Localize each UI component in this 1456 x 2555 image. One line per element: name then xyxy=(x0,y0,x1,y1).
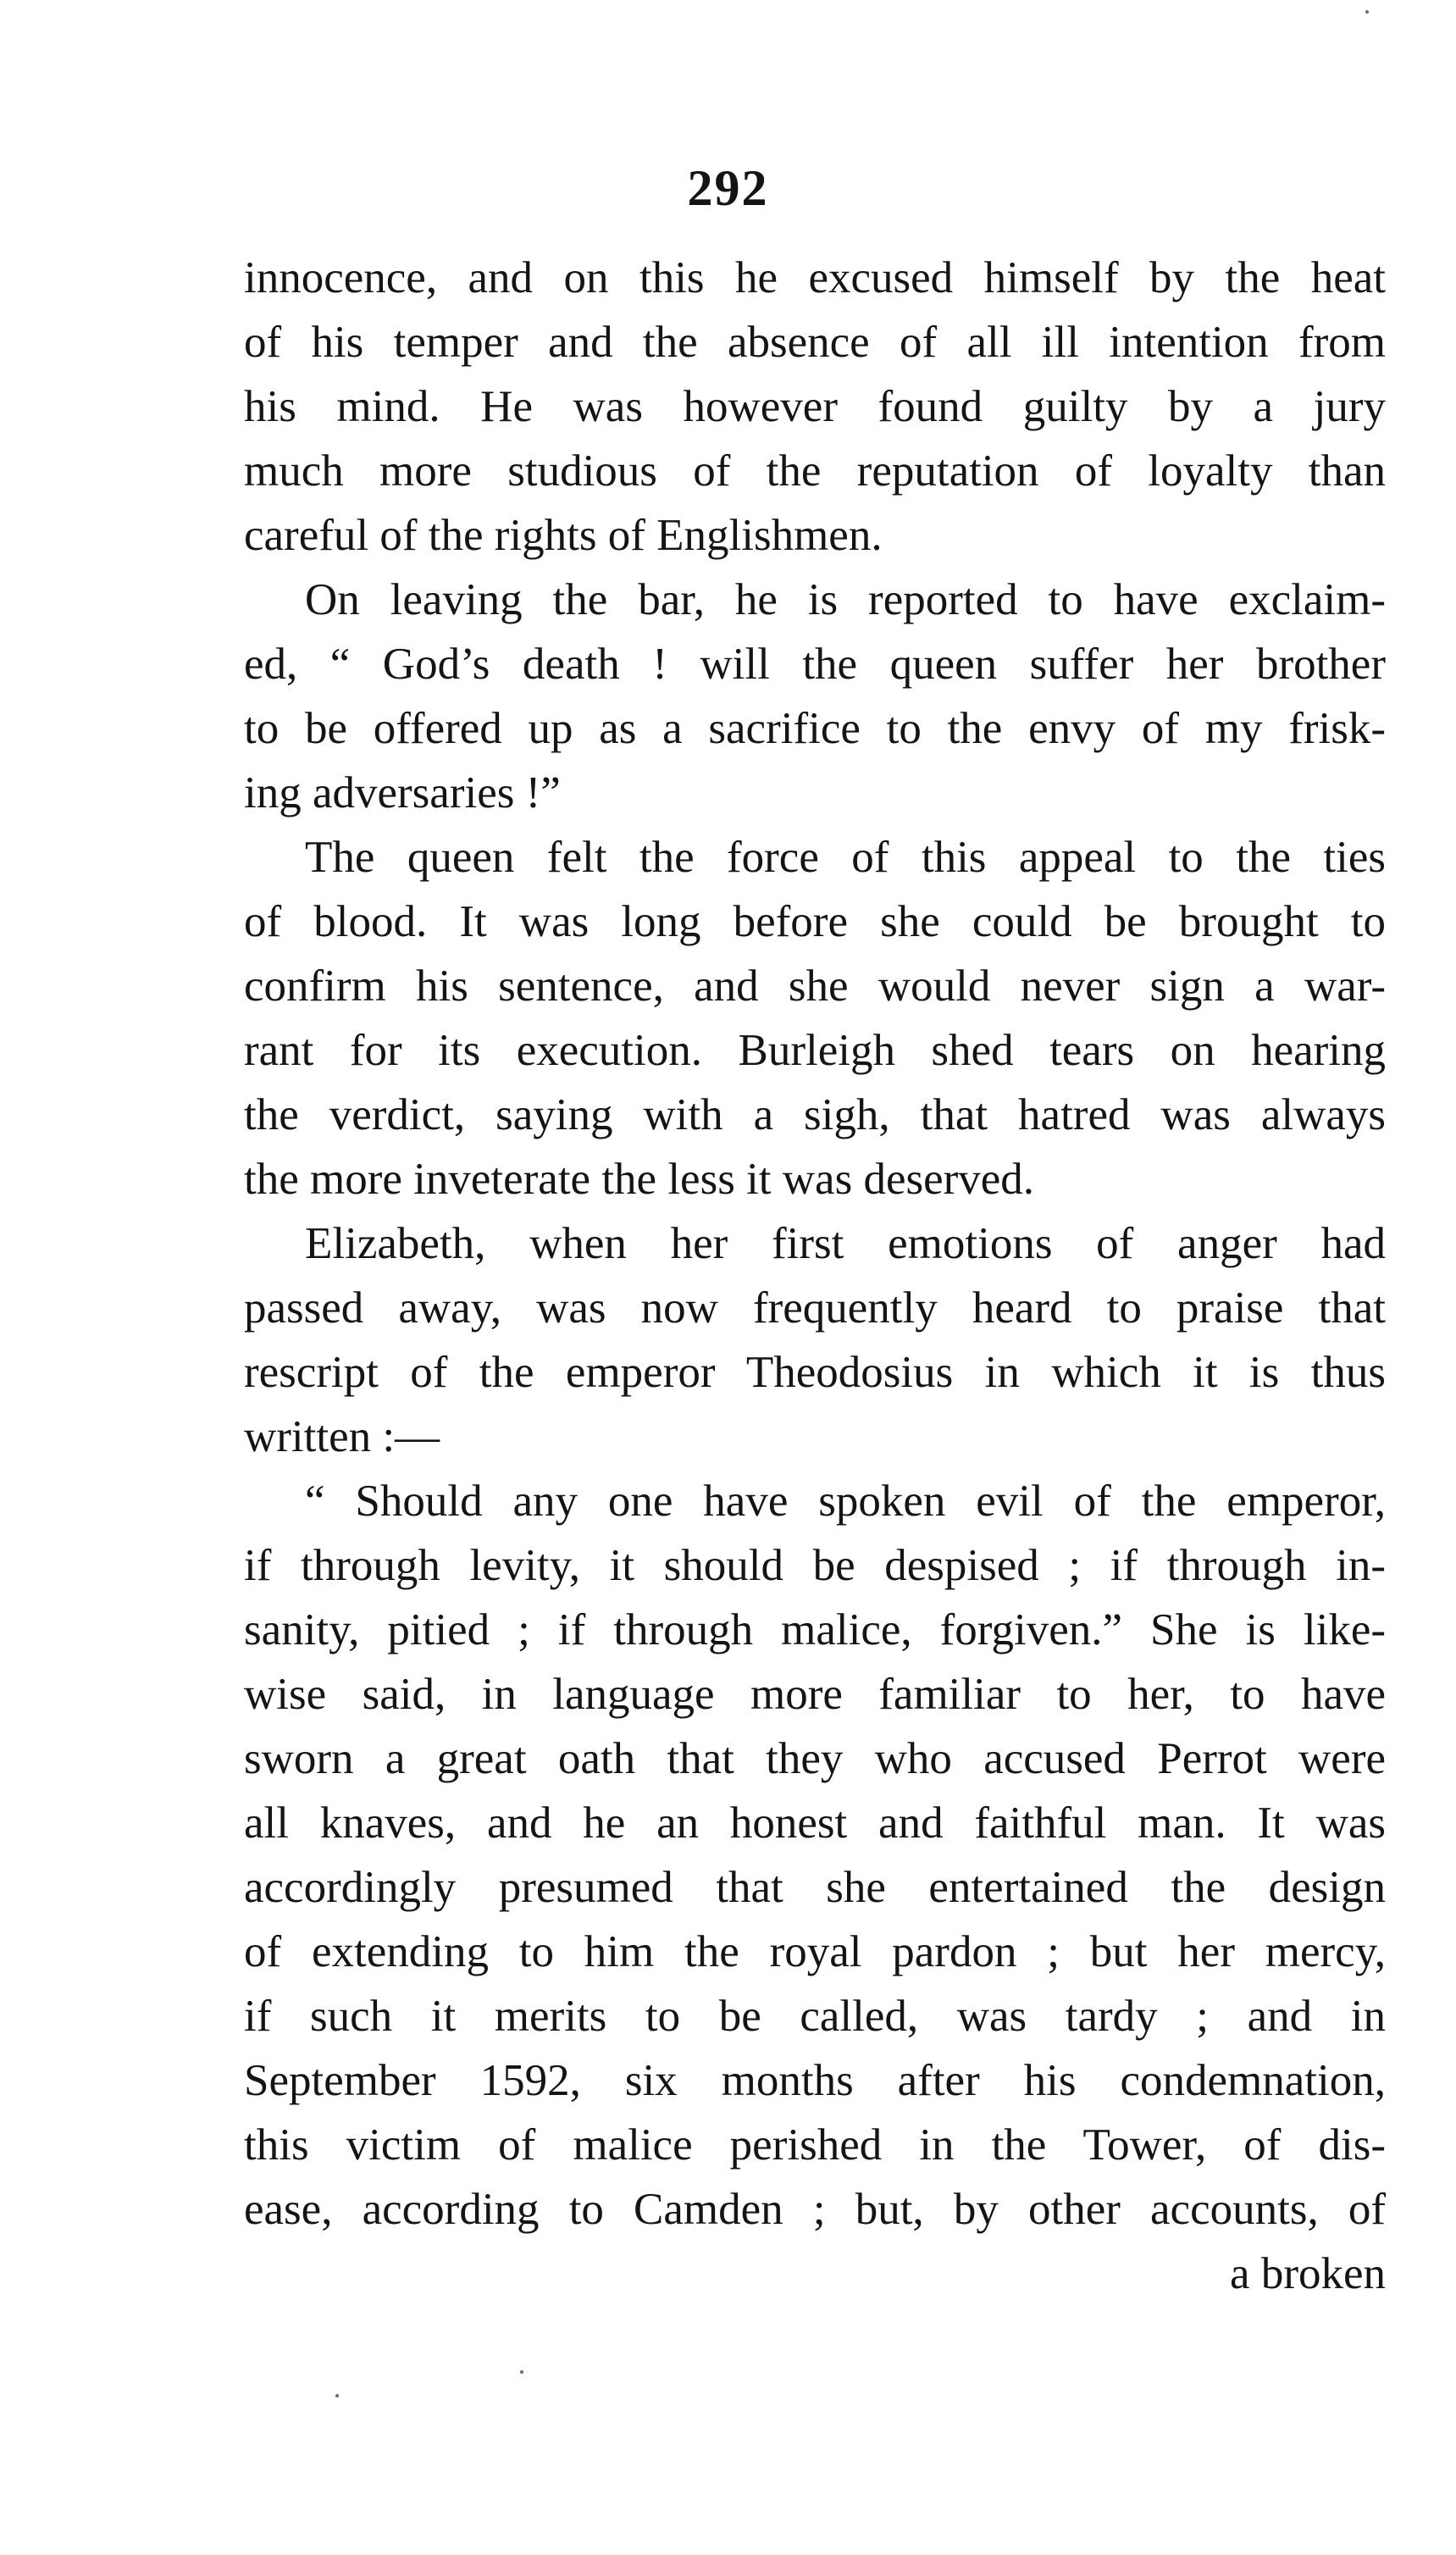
text-line: accordingly presumed that she entertained the design xyxy=(244,1863,1386,1912)
print-speck xyxy=(335,2394,339,2397)
text-line: the more inveterate the less it was deserved. xyxy=(244,1155,1035,1204)
text-line: innocence, and on this he excused himself by the heat xyxy=(244,253,1386,302)
text-line: the verdict, saying with a sigh, that hatred was always xyxy=(244,1090,1386,1139)
text-line: much more studious of the reputation of loyalty than xyxy=(244,446,1386,496)
text-line: rant for its execution. Burleigh shed tears on hearing xyxy=(244,1026,1386,1075)
catchword: a broken xyxy=(1230,2249,1386,2298)
text-line: Elizabeth, when her first emotions of anger had xyxy=(305,1219,1386,1268)
text-line: of his temper and the absence of all ill intention from xyxy=(244,318,1386,367)
text-line: this victim of malice perished in the Tower, of dis- xyxy=(244,2120,1386,2170)
print-speck xyxy=(520,2370,523,2374)
text-line: wise said, in language more familiar to her, to have xyxy=(244,1670,1386,1719)
text-line: On leaving the bar, he is reported to have exclaim- xyxy=(305,575,1386,624)
text-line: ed, “ God’s death ! will the queen suffer her brother xyxy=(244,640,1386,689)
text-line: to be offered up as a sacrifice to the envy of my frisk- xyxy=(244,704,1386,753)
text-line: confirm his sentence, and she would never sign a war- xyxy=(244,962,1386,1011)
text-line: rescript of the emperor Theodosius in which it is thus xyxy=(244,1348,1386,1397)
text-line: of extending to him the royal pardon ; but her mercy, xyxy=(244,1927,1386,1976)
text-line: written :— xyxy=(244,1412,440,1461)
text-line: September 1592, six months after his condemnation, xyxy=(244,2056,1386,2105)
text-line: ease, according to Camden ; but, by other accounts, of xyxy=(244,2185,1386,2234)
text-line: passed away, was now frequently heard to praise that xyxy=(244,1283,1386,1333)
text-line: if through levity, it should be despised ; if through in- xyxy=(244,1541,1386,1590)
text-line: if such it merits to be called, was tardy ; and in xyxy=(244,1992,1386,2041)
text-line: sworn a great oath that they who accused Perrot were xyxy=(244,1734,1386,1783)
text-line: “ Should any one have spoken evil of the emperor, xyxy=(305,1477,1386,1526)
text-line: The queen felt the force of this appeal to the ties xyxy=(305,833,1386,882)
print-speck xyxy=(1365,10,1369,14)
page-number: 292 xyxy=(687,160,769,216)
text-line: of blood. It was long before she could be brought to xyxy=(244,897,1386,946)
body-text xyxy=(244,246,1386,2306)
text-line: his mind. He was however found guilty by a jury xyxy=(244,382,1386,431)
text-line: ing adversaries !” xyxy=(244,768,561,817)
text-line: careful of the rights of Englishmen. xyxy=(244,511,883,560)
text-line: sanity, pitied ; if through malice, forgiven.” She is like- xyxy=(244,1605,1386,1654)
text-line: all knaves, and he an honest and faithful man. It was xyxy=(244,1798,1386,1848)
